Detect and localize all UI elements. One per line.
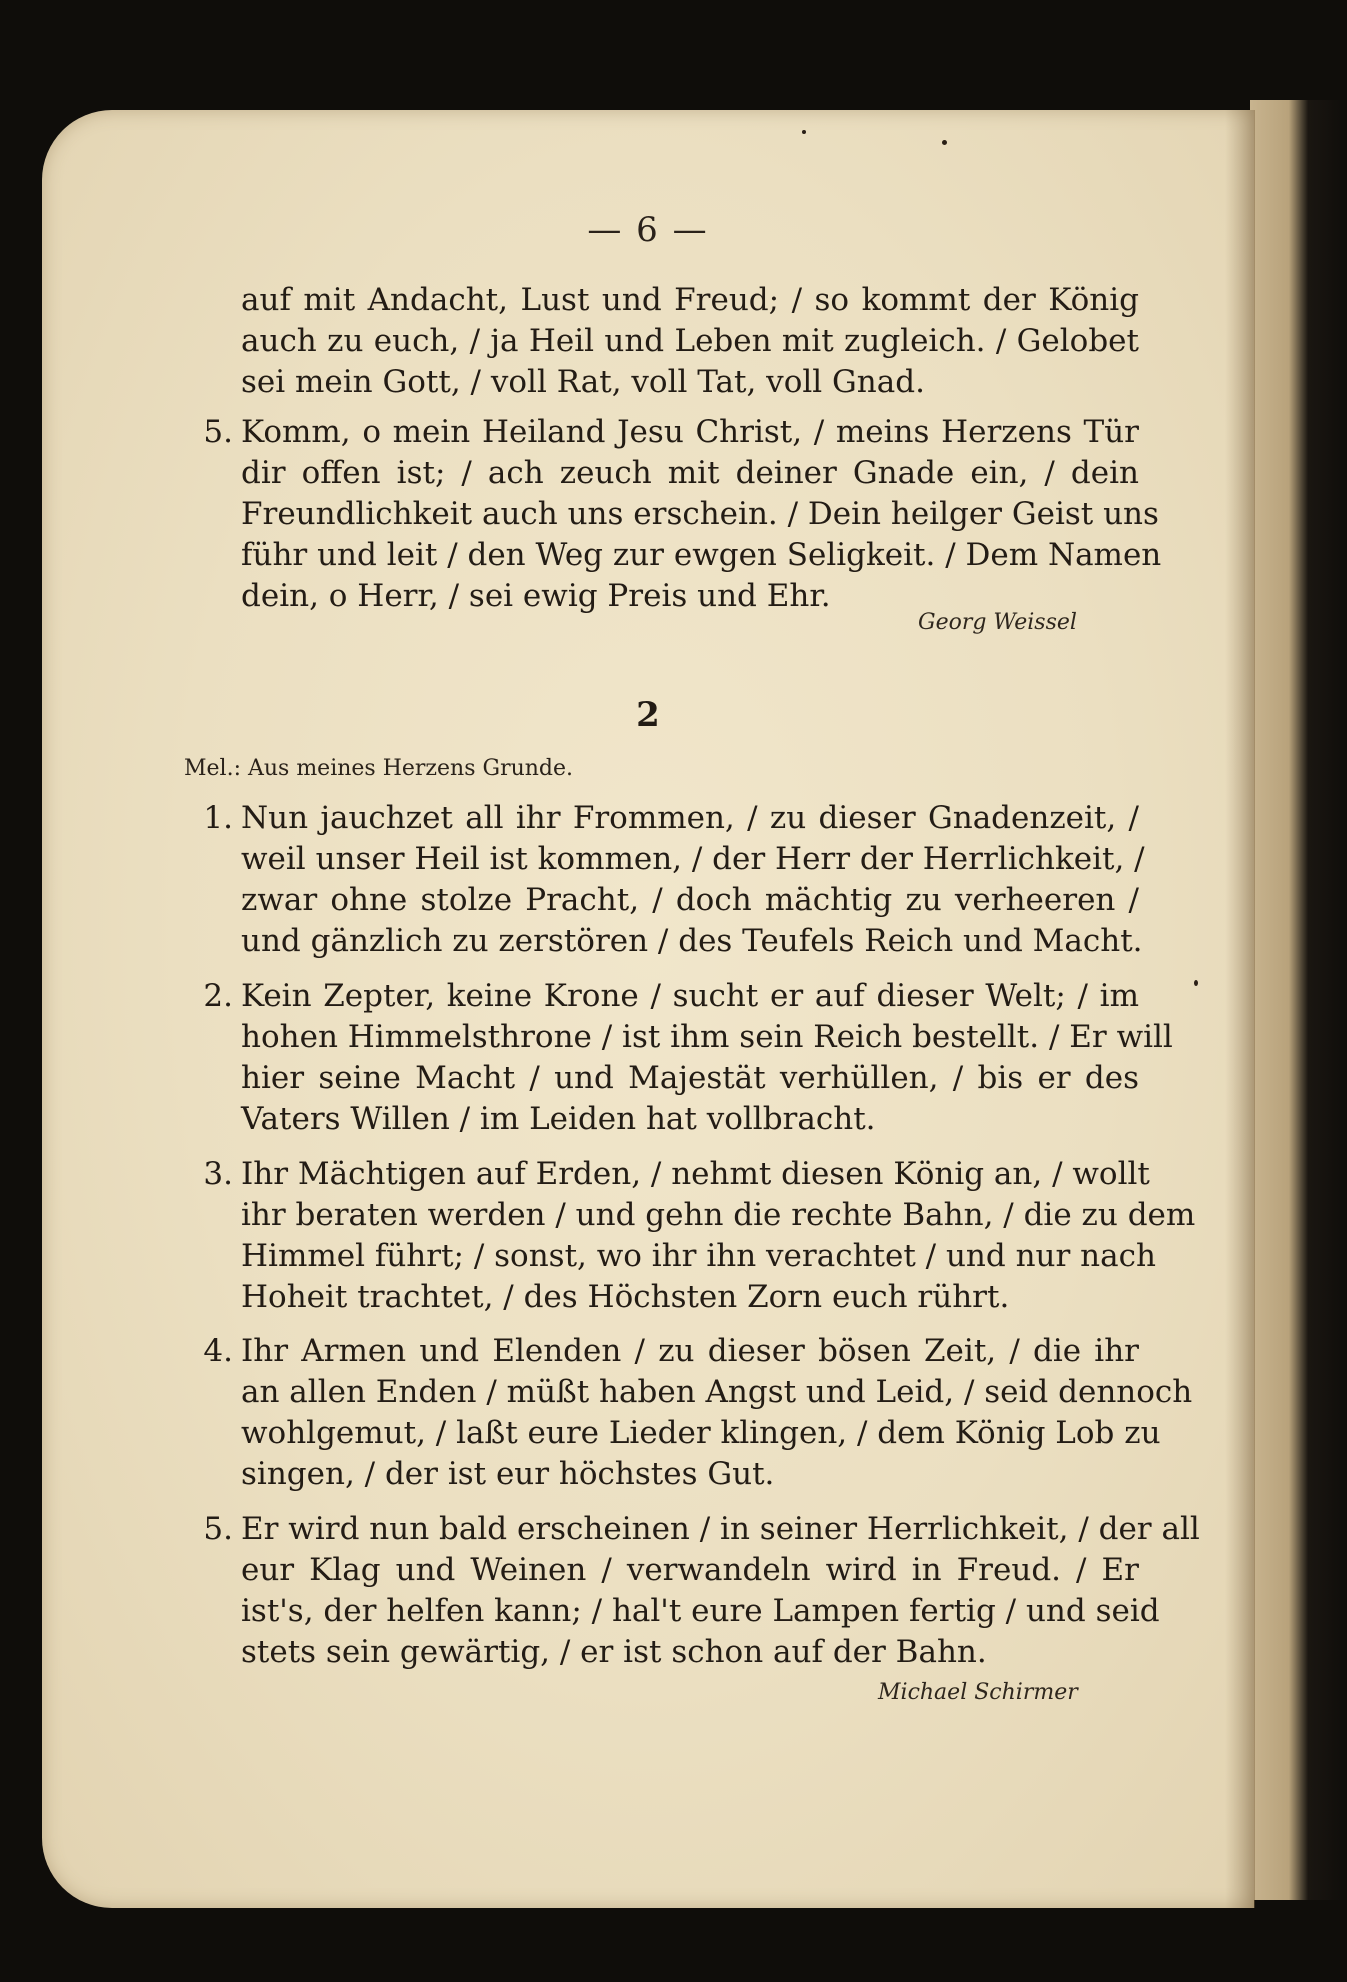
text-line: auf mit Andacht, Lust und Freud; / so kommt der König xyxy=(241,282,1139,318)
paper-speck xyxy=(942,140,947,145)
text-line: hohen Himmelsthrone / ist ihm sein Reich bestellt. / Er will xyxy=(241,1019,1173,1055)
text-line: Komm, o mein Heiland Jesu Christ, / meins Herzens Tür xyxy=(241,414,1139,450)
text-line: dir offen ist; / ach zeuch mit deiner Gnade ein, / dein xyxy=(241,455,1139,491)
hymn1-continuation xyxy=(241,280,1139,403)
text-line: ist's, der helfen kann; / hal't eure Lampen fertig / und seid xyxy=(241,1593,1160,1629)
text-line: weil unser Heil ist kommen, / der Herr der Herrlichkeit, / xyxy=(241,841,1145,877)
text-line: Freundlichkeit auch uns erschein. / Dein heilger Geist uns xyxy=(241,496,1159,532)
text-line: Himmel führt; / sonst, wo ihr ihn verachtet / und nur nach xyxy=(241,1238,1156,1274)
page-number: — 6 — xyxy=(587,210,709,250)
text-line: eur Klag und Weinen / verwandeln wird in Freud. / Er xyxy=(241,1552,1139,1588)
text-line: Nun jauchzet all ihr Frommen, / zu dieser Gnadenzeit, / xyxy=(241,800,1139,836)
page-spine-shadow xyxy=(1225,110,1255,1908)
hymn2-verse-3 xyxy=(203,1154,1196,1318)
hymn-number: 2 xyxy=(636,695,660,735)
text-line: hier seine Macht / und Majestät verhüllen, / bis er des xyxy=(241,1060,1139,1096)
verse-number: 3. xyxy=(203,1156,233,1192)
hymn2-verse-1 xyxy=(203,798,1145,962)
text-line: sei mein Gott, / voll Rat, voll Tat, voll Gnad. xyxy=(241,364,925,400)
text-line: und gänzlich zu zerstören / des Teufels Reich und Macht. xyxy=(241,923,1143,959)
hymn2-verse-5 xyxy=(203,1509,1200,1673)
verse-number: 5. xyxy=(203,414,233,450)
text-line: stets sein gewärtig, / er ist schon auf der Bahn. xyxy=(241,1634,987,1670)
hymn2-verse-2 xyxy=(203,976,1173,1140)
paper-speck xyxy=(802,130,806,134)
text-line: Hoheit trachtet, / des Höchsten Zorn euch rührt. xyxy=(241,1279,1010,1315)
text-line: dein, o Herr, / sei ewig Preis und Ehr. xyxy=(241,578,831,614)
text-line: führ und leit / den Weg zur ewgen Seligkeit. / Dem Namen xyxy=(241,537,1162,573)
melody-reference: Mel.: Aus meines Herzens Grunde. xyxy=(184,756,574,781)
hymn1-author: Georg Weissel xyxy=(918,610,1077,635)
verse-number: 5. xyxy=(203,1511,233,1547)
text-line: Er wird nun bald erscheinen / in seiner Herrlichkeit, / der all xyxy=(241,1511,1200,1547)
text-line: auch zu euch, / ja Heil und Leben mit zugleich. / Gelobet xyxy=(241,323,1139,359)
text-line: Ihr Mächtigen auf Erden, / nehmt diesen König an, / wollt xyxy=(241,1156,1150,1192)
paper-speck xyxy=(1194,980,1198,986)
hymn2-verse-4 xyxy=(203,1331,1193,1495)
text-line: an allen Enden / müßt haben Angst und Leid, / seid dennoch xyxy=(241,1374,1193,1410)
text-line: Ihr Armen und Elenden / zu dieser bösen Zeit, / die ihr xyxy=(241,1333,1139,1369)
text-line: Kein Zepter, keine Krone / sucht er auf dieser Welt; / im xyxy=(241,978,1139,1014)
background-right-edge xyxy=(1250,100,1347,1900)
hymn1-verse-5 xyxy=(203,412,1162,617)
text-line: zwar ohne stolze Pracht, / doch mächtig zu verheeren / xyxy=(241,882,1139,918)
hymn2-author: Michael Schirmer xyxy=(878,1680,1078,1705)
verse-number: 2. xyxy=(203,978,233,1014)
verse-number: 1. xyxy=(203,800,233,836)
text-line: ihr beraten werden / und gehn die rechte Bahn, / die zu dem xyxy=(241,1197,1196,1233)
text-line: Vaters Willen / im Leiden hat vollbracht. xyxy=(241,1101,876,1137)
text-line: singen, / der ist eur höchstes Gut. xyxy=(241,1456,775,1492)
book-page xyxy=(42,110,1254,1908)
verse-number: 4. xyxy=(203,1333,233,1369)
text-line: wohlgemut, / laßt eure Lieder klingen, / dem König Lob zu xyxy=(241,1415,1161,1451)
